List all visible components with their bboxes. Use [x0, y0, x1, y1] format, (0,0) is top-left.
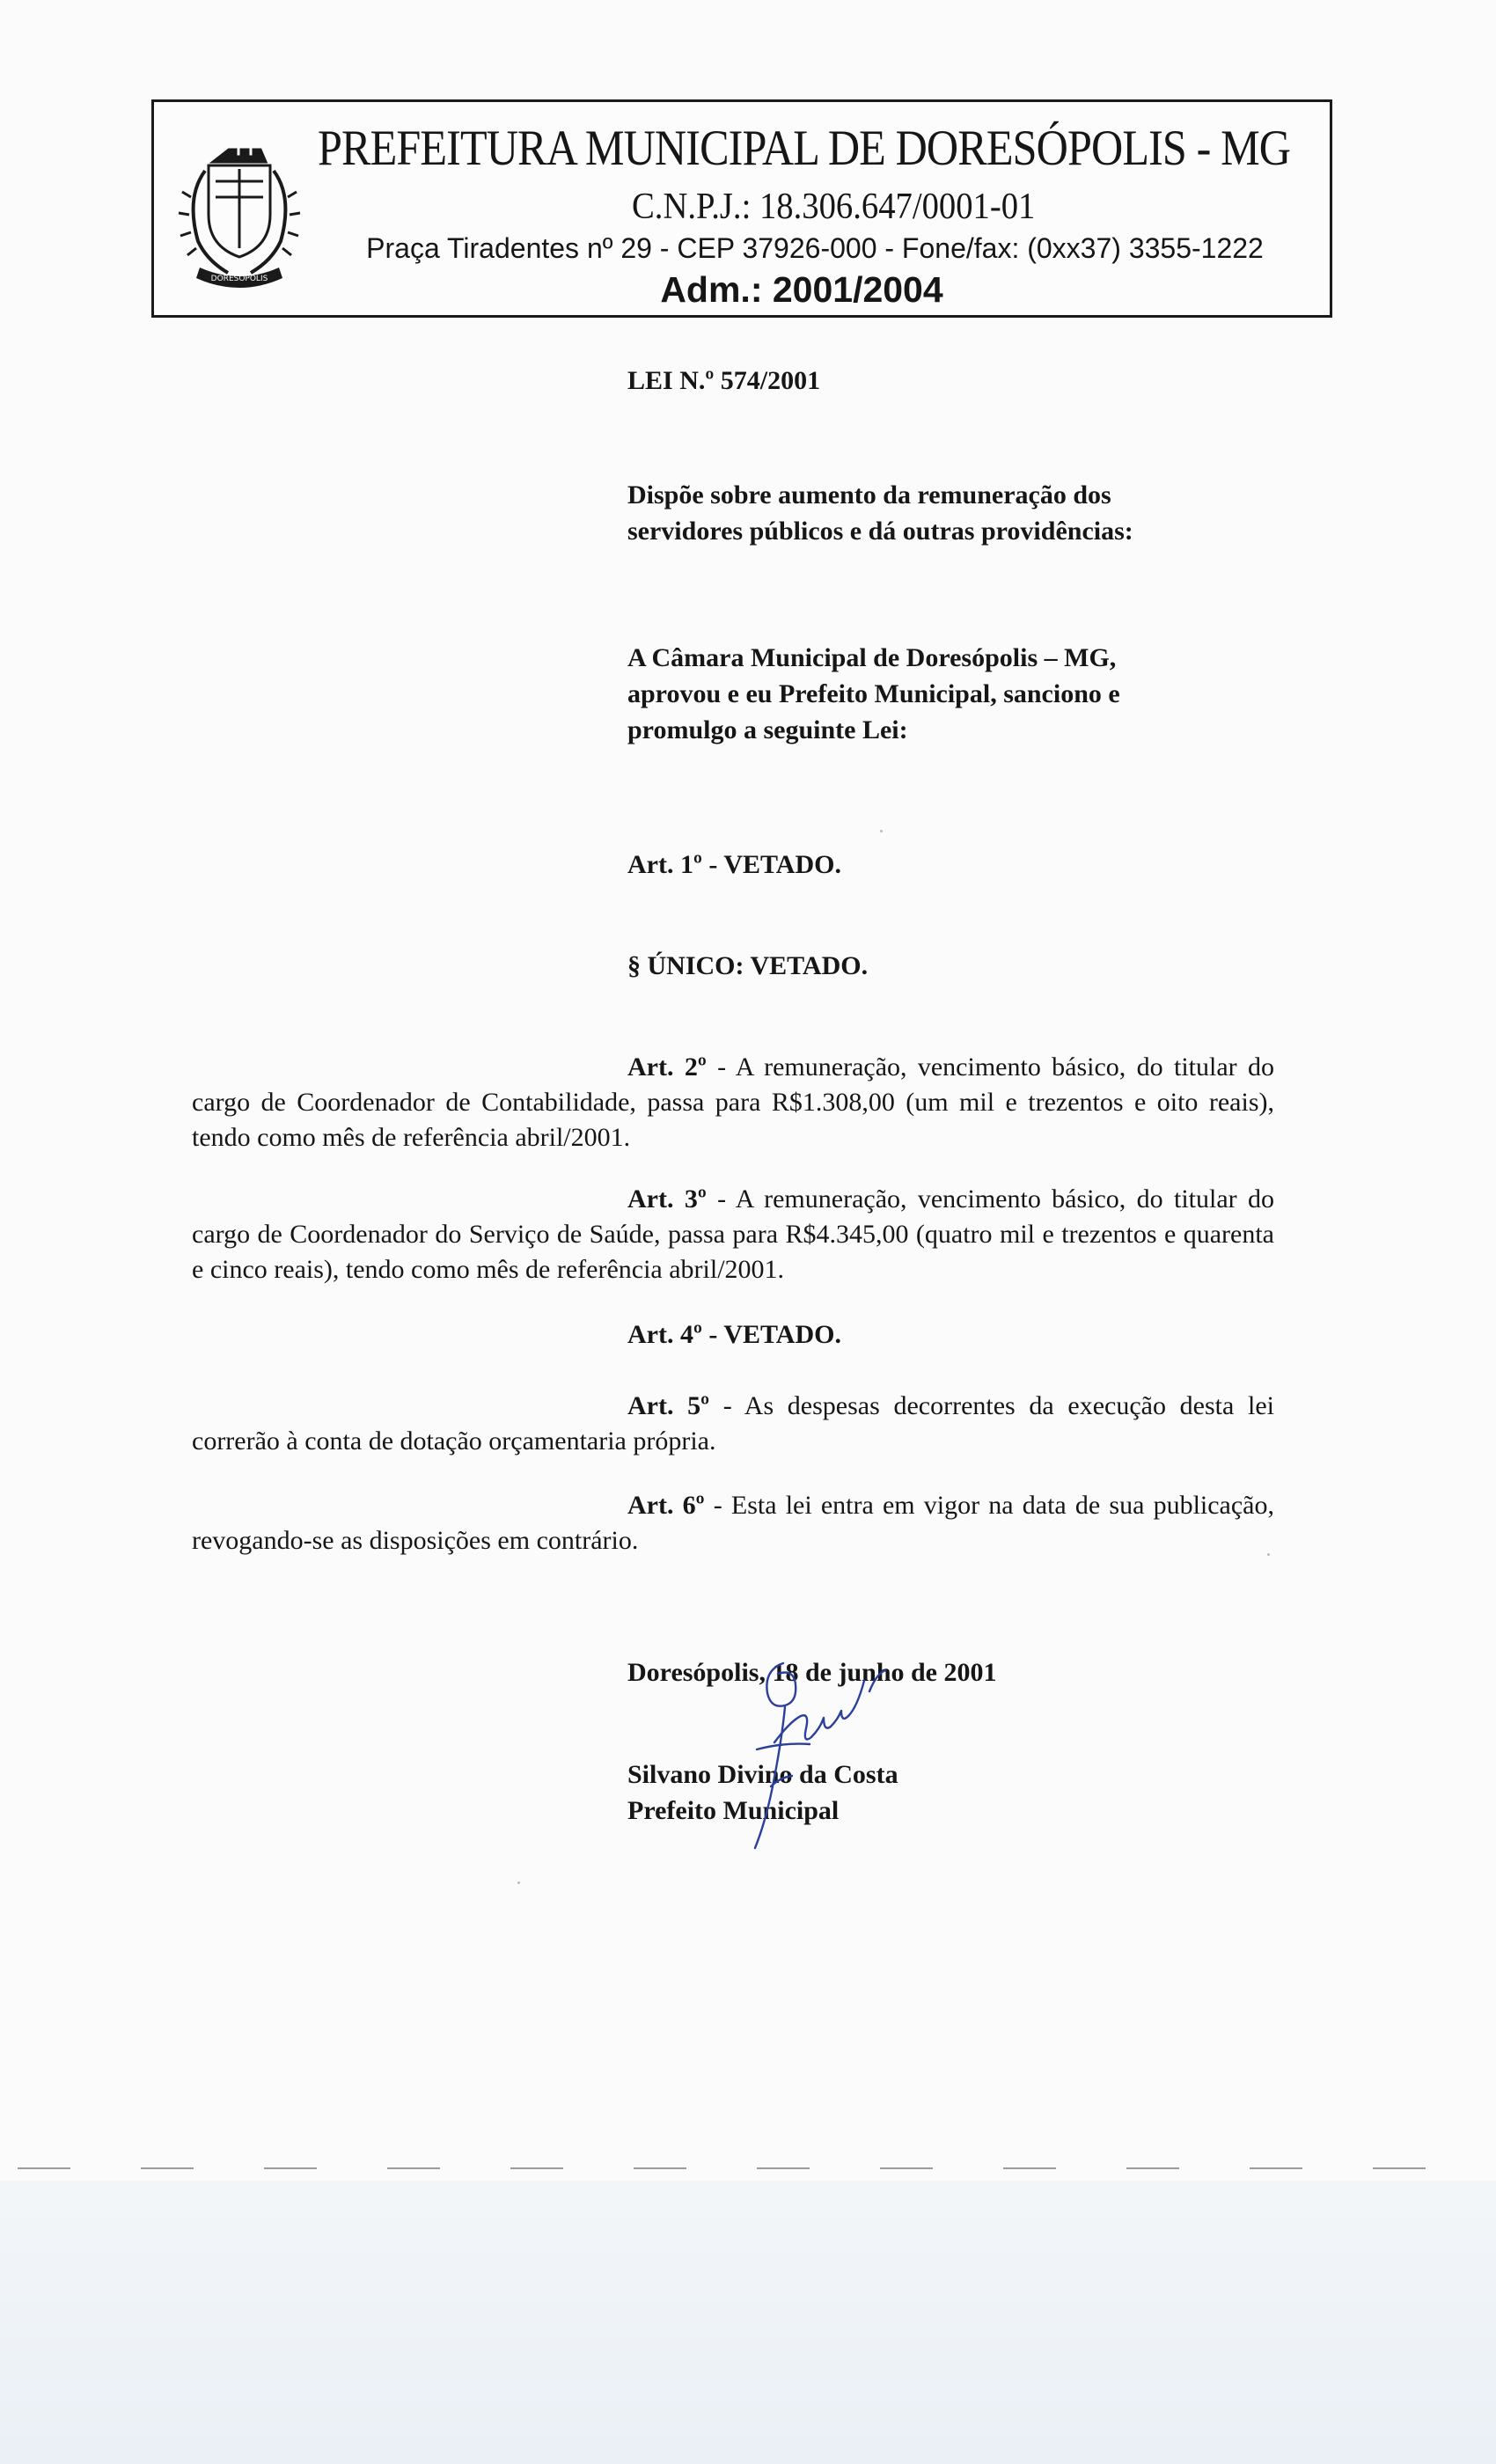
- letterhead-cnpj: C.N.P.J.: 18.306.647/0001-01: [632, 187, 1036, 227]
- letterhead-title: PREFEITURA MUNICIPAL DE DORESÓPOLIS - MG: [318, 121, 1291, 176]
- article-2-label: Art. 2º: [627, 1052, 707, 1082]
- ementa-line: Dispõe sobre aumento da remuneração dos: [627, 480, 1111, 510]
- letterhead-address: Praça Tiradentes nº 29 - CEP 37926-000 - Fone/fax: (0xx37) 3355-1222: [366, 232, 1264, 264]
- svg-text:DORESÓPOLIS: DORESÓPOLIS: [210, 275, 268, 283]
- article-4: Art. 4º - VETADO.: [627, 1320, 841, 1349]
- article-3-text: - A remuneração, vencimento básico, do titular do cargo de Coordenador do Serviço de Saúde, passa para R$4.345,00 (quatro mil e trezentos e quarenta e cinco reais), tendo como mês de referência abril/2001.: [192, 1184, 1275, 1284]
- article-2-text: - A remuneração, vencimento básico, do titular do cargo de Coordenador de Contabilidade, passa para R$1.308,00 (um mil e trezentos e oito reais), tendo como mês de referência abril/2001.: [192, 1052, 1275, 1152]
- letterhead-administration: Adm.: 2001/2004: [660, 269, 943, 310]
- article-5-label: Art. 5º: [627, 1391, 710, 1420]
- scan-speck: [517, 1881, 520, 1884]
- law-number: LEI N.º 574/2001: [627, 366, 821, 395]
- signer-title: Prefeito Municipal: [627, 1796, 840, 1825]
- ementa-line: servidores públicos e dá outras providências:: [627, 517, 1133, 546]
- article-1: Art. 1º - VETADO.: [627, 850, 841, 879]
- page-edge-line: [18, 2167, 1478, 2169]
- signer-name: Silvano Divino da Costa: [627, 1760, 898, 1789]
- law-ementa: [627, 477, 1133, 549]
- letterhead: [151, 99, 1332, 318]
- handwritten-signature: [722, 1637, 924, 1866]
- article-2: [192, 1050, 1274, 1155]
- preamble-line: promulgo a seguinte Lei:: [627, 715, 908, 744]
- article-5: [192, 1389, 1274, 1459]
- article-6: [192, 1488, 1274, 1558]
- preamble-line: A Câmara Municipal de Doresópolis – MG,: [627, 643, 1117, 672]
- article-6-label: Art. 6º: [627, 1491, 705, 1520]
- law-preamble: [627, 640, 1120, 748]
- preamble-line: aprovou e eu Prefeito Municipal, sanciono e: [627, 679, 1120, 708]
- article-3: [192, 1182, 1274, 1287]
- scan-speck: [880, 830, 883, 832]
- paragrafo-unico: § ÚNICO: VETADO.: [627, 951, 869, 980]
- article-6-text: - Esta lei entra em vigor na data de sua publicação, revogando-se as disposições em contrário.: [192, 1491, 1274, 1555]
- article-5-text: - As despesas decorrentes da execução desta lei correrão à conta de dotação orçamentaria própria.: [192, 1391, 1274, 1456]
- place-and-date: Doresópolis, 18 de junho de 2001: [627, 1658, 997, 1687]
- scan-background-bottom: [0, 2181, 1496, 2464]
- article-3-label: Art. 3º: [627, 1184, 707, 1214]
